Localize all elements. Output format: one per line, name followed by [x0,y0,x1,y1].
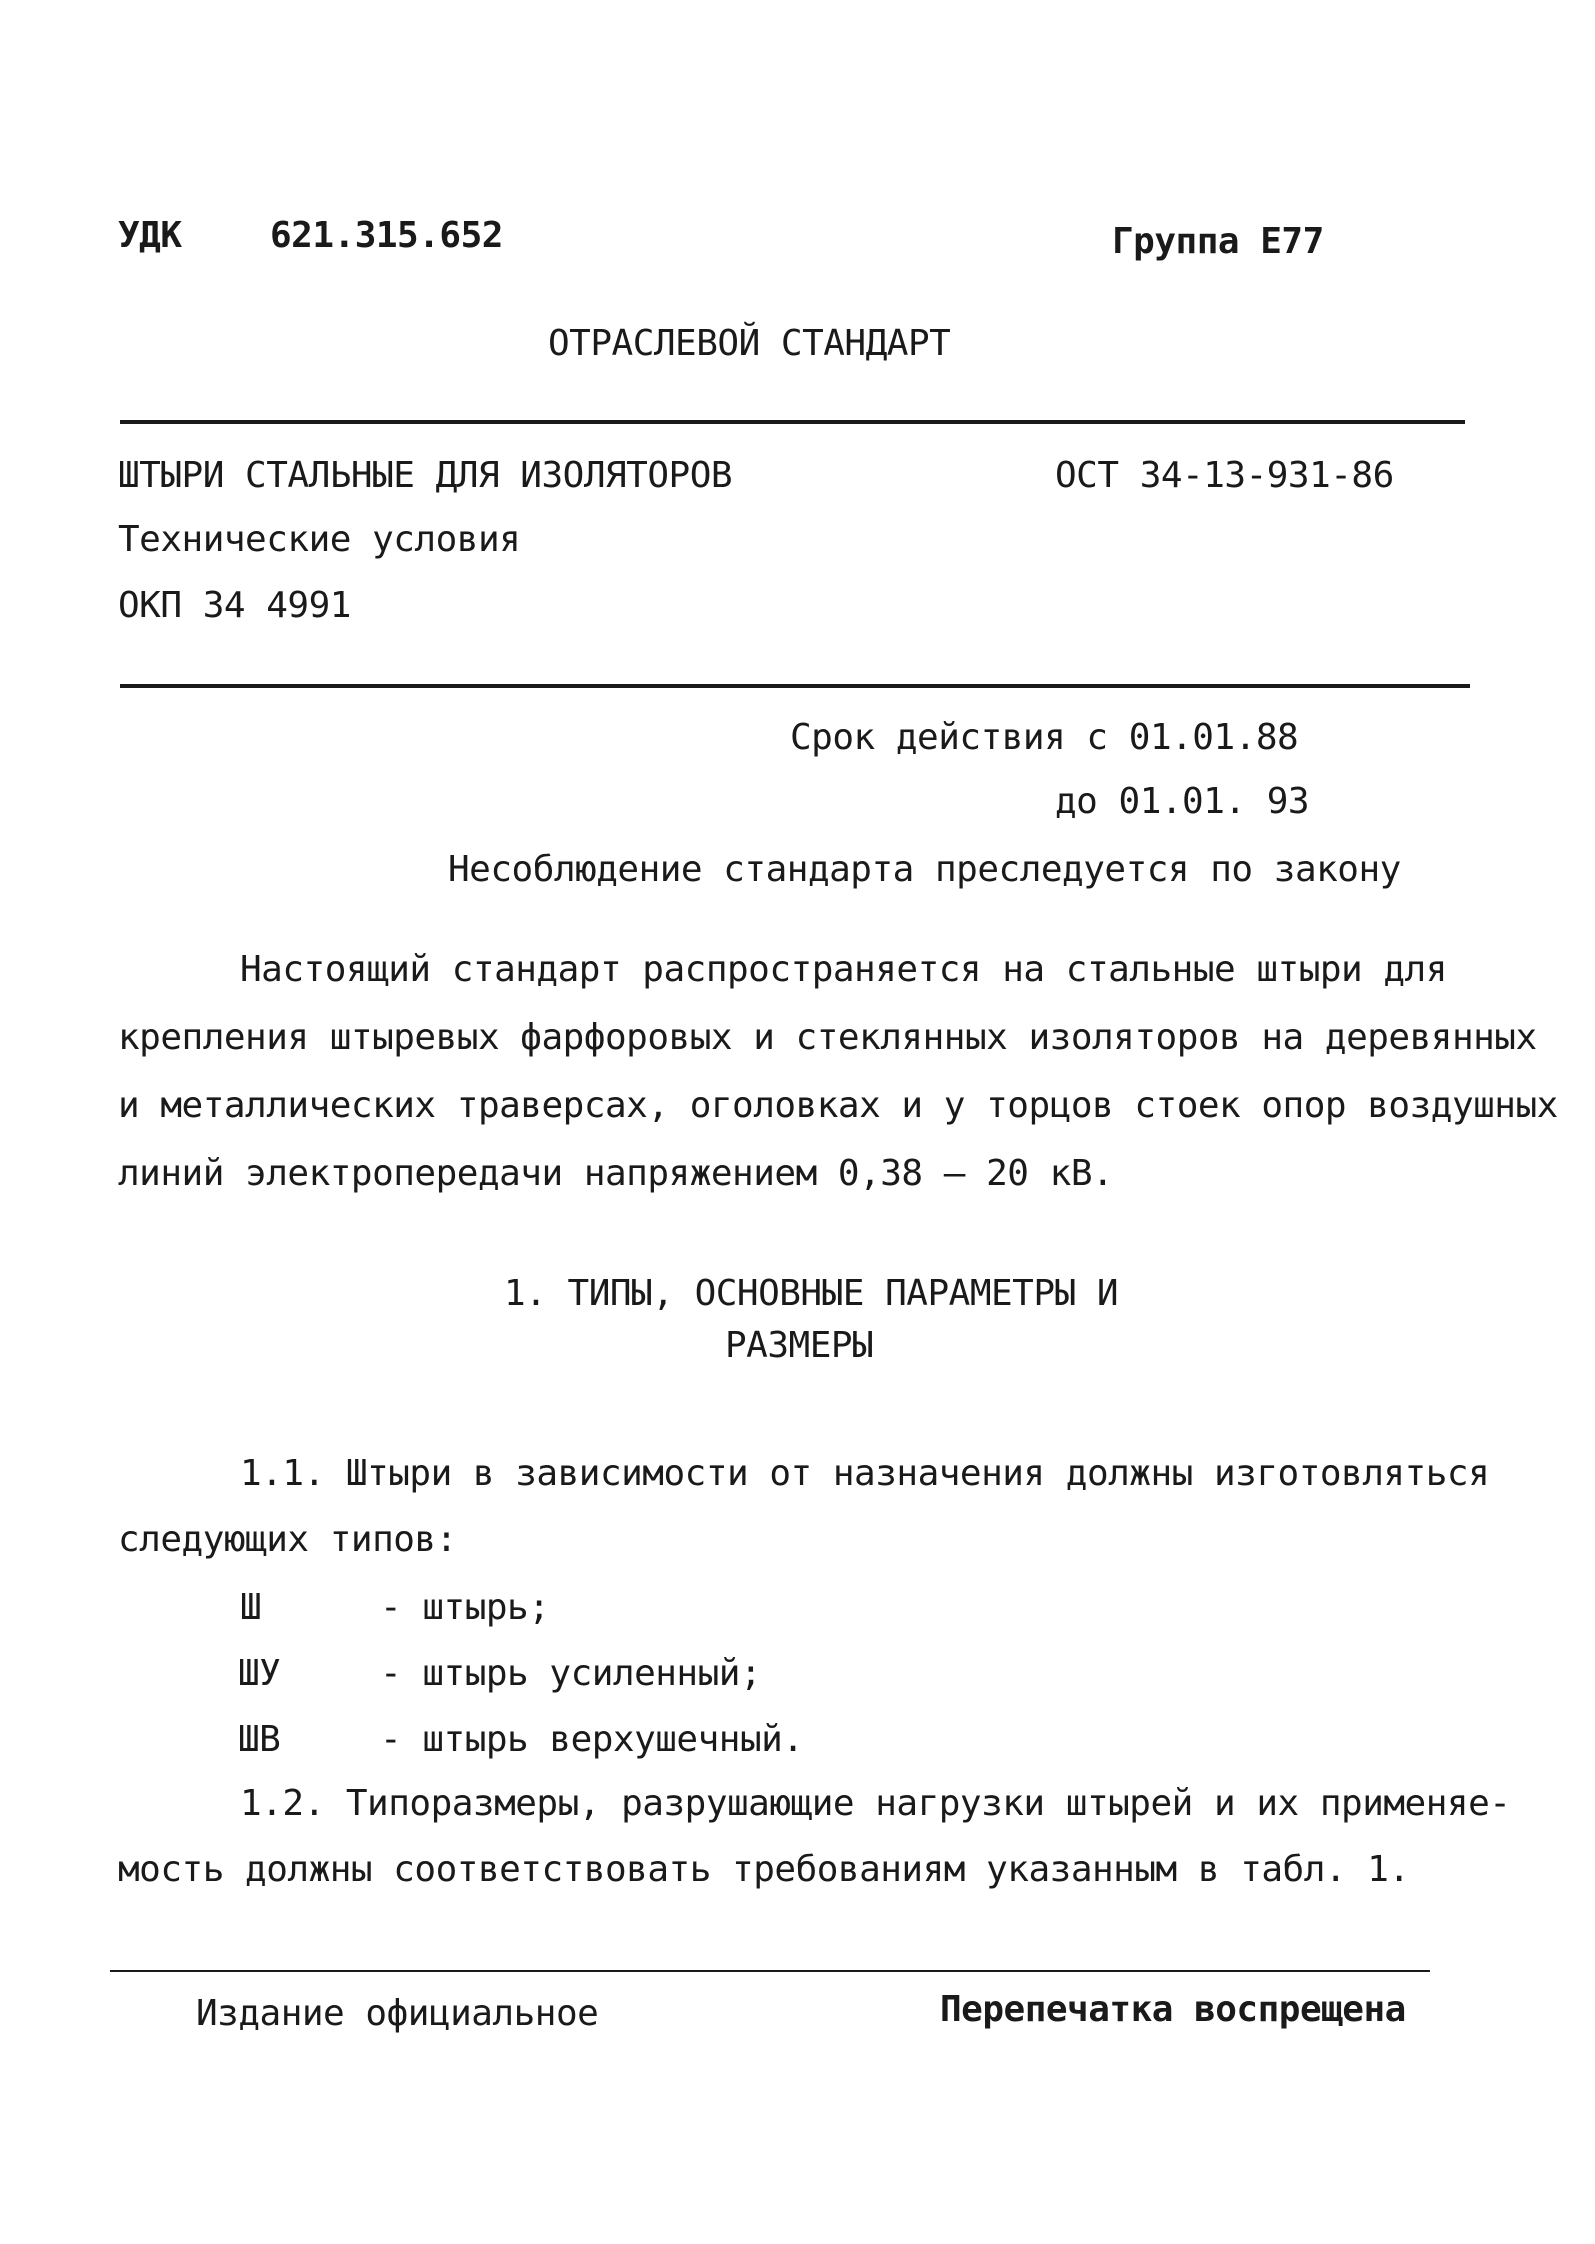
document-subtitle: Технические условия [118,519,521,560]
clause-1-1-cont: следующих типов: [118,1519,457,1560]
top-divider [120,420,1465,424]
group-code: Группа Е77 [1112,221,1324,262]
type-code: Ш [240,1587,262,1628]
footer-divider [110,1970,1430,1972]
clause-1-2: 1.2. Типоразмеры, разрушающие нагрузки штырей и их применяе- [240,1783,1511,1824]
intro-line: линий электропередачи напряжением 0,38 – 20 кВ. [118,1153,1114,1194]
udk-number: 621.315.652 [270,215,503,256]
type-desc: - штырь усиленный; [380,1653,762,1694]
type-desc: - штырь верхушечный. [380,1719,804,1760]
okp-code: ОКП 34 4991 [118,585,351,626]
legal-notice: Несоблюдение стандарта преследуется по закону [448,849,1401,890]
validity-to: до 01.01. 93 [1055,781,1310,822]
clause-1-2-cont: мость должны соответствовать требованиям указанным в табл. 1. [118,1849,1410,1890]
clause-1-1: 1.1. Штыри в зависимости от назначения должны изготовляться [240,1453,1490,1494]
type-code: ШВ [238,1719,281,1760]
section-heading: 1. ТИПЫ, ОСНОВНЫЕ ПАРАМЕТРЫ И [504,1273,1119,1314]
footer-edition: Издание официальное [196,1993,599,2034]
footer-reprint-notice: Перепечатка воспрещена [940,1989,1406,2030]
document-designation: ОСТ 34-13-931-86 [1055,455,1394,496]
type-desc: - штырь; [380,1587,550,1628]
title-divider [120,684,1470,688]
document-title: ШТЫРИ СТАЛЬНЫЕ ДЛЯ ИЗОЛЯТОРОВ [118,455,733,496]
intro-line: Настоящий стандарт распространяется на стальные штыри для [240,949,1447,990]
validity-from: Срок действия с 01.01.88 [790,717,1299,758]
intro-line: крепления штыревых фарфоровых и стеклянных изоляторов на деревянных [118,1017,1537,1058]
section-heading-cont: РАЗМЕРЫ [725,1325,874,1366]
type-code: ШУ [238,1653,281,1694]
standard-type: ОТРАСЛЕВОЙ СТАНДАРТ [548,323,951,364]
intro-line: и металлических траверсах, оголовках и у торцов стоек опор воздушных [118,1085,1558,1126]
udk-label: УДК [118,215,182,256]
